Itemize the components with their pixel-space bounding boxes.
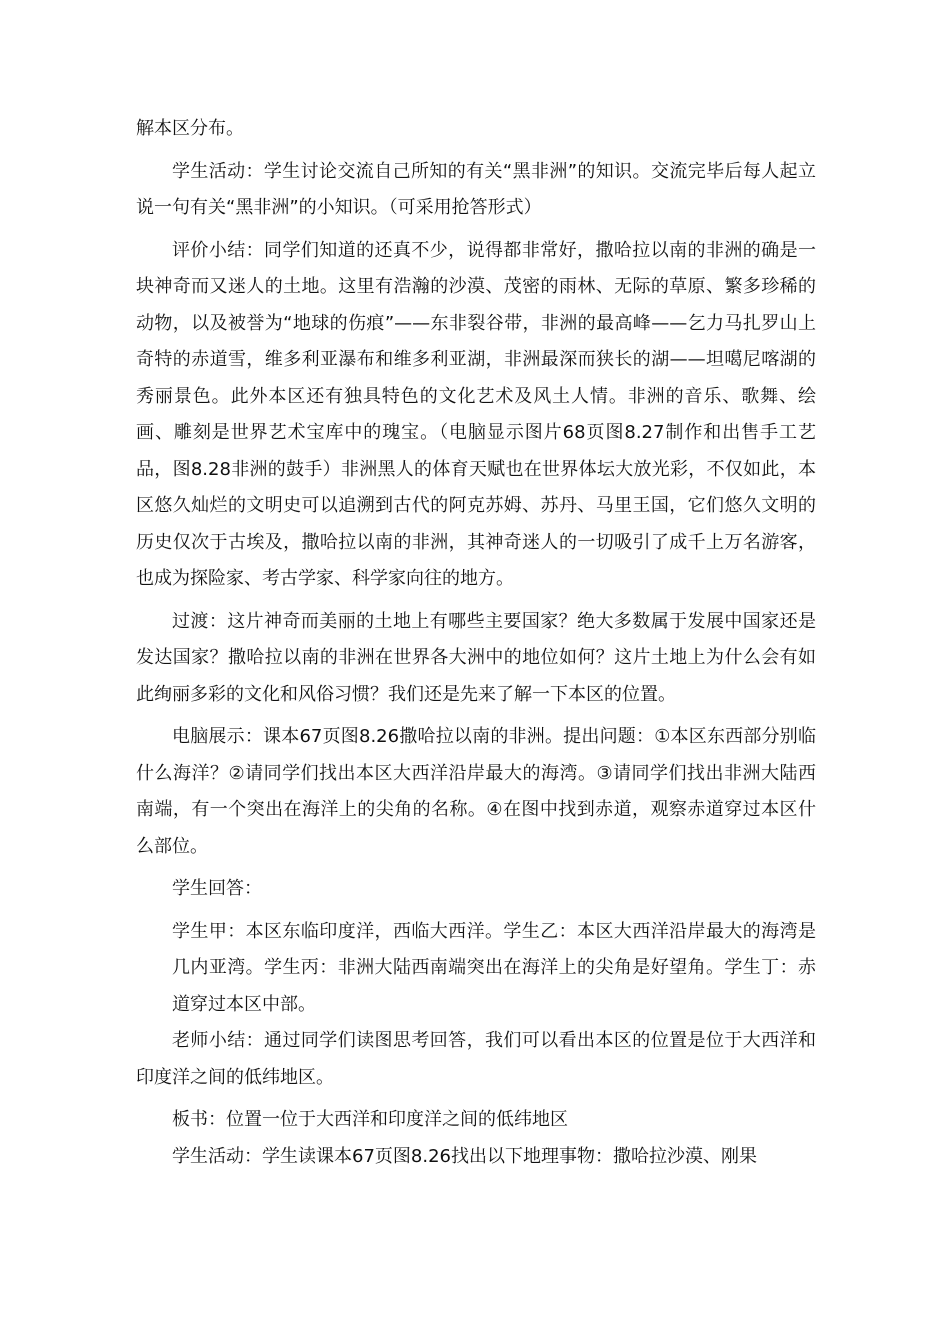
document-body	[136, 111, 816, 1175]
paragraph-evaluation-summary: 评价小结：同学们知道的还真不少，说得都非常好，撒哈拉以南的非洲的确是一块神奇而又迷人的土地。这里有浩瀚的沙漠、茂密的雨林、无际的草原、繁多珍稀的动物，以及被誉为“地球的伤痕”——东非裂谷带，非洲的最高峰——乞力马扎罗山上奇特的赤道雪，维多利亚瀑布和维多利亚湖，非洲最深而狭长的湖——坦噶尼喀湖的秀丽景色。此外本区还有独具特色的文化艺术及风土人情。非洲的音乐、歌舞、绘画、雕刻是世界艺术宝库中的瑰宝。（电脑显示图片68页图8.27制作和出售手工艺品，图8.28非洲的鼓手）非洲黑人的体育天赋也在世界体坛大放光彩，不仅如此，本区悠久灿烂的文明史可以追溯到古代的阿克苏姆、苏丹、马里王国，它们悠久文明的历史仅次于古埃及，撒哈拉以南的非洲，其神奇迷人的一切吸引了成千上万名游客，也成为探险家、考古学家、科学家向往的地方。	[136, 239, 816, 589]
paragraph-student-answers: 学生甲：本区东临印度洋，西临大西洋。学生乙：本区大西洋沿岸最大的海湾是几内亚湾。学生丙：非洲大陆西南端突出在海洋上的尖角是好望角。学生丁：赤道穿过本区中部。	[172, 920, 816, 1015]
paragraph-student-answer-heading: 学生回答：	[172, 878, 262, 899]
paragraph-teacher-summary: 老师小结：通过同学们读图思考回答，我们可以看出本区的位置是位于大西洋和印度洋之间的低纬地区。	[136, 1030, 816, 1088]
paragraph-distribution: 解本区分布。	[136, 118, 244, 139]
paragraph-board-writing: 板书：位置一位于大西洋和印度洋之间的低纬地区	[172, 1109, 568, 1130]
paragraph-computer-display: 电脑展示：课本67页图8.26撒哈拉以南的非洲。提出问题：①本区东西部分别临什么海洋？②请同学们找出本区大西洋沿岸最大的海湾。③请同学们找出非洲大陆西南端，有一个突出在海洋上的尖角的名称。④在图中找到赤道，观察赤道穿过本区什么部位。	[136, 726, 816, 857]
paragraph-transition: 过渡：这片神奇而美丽的土地上有哪些主要国家？绝大多数属于发展中国家还是发达国家？撒哈拉以南的非洲在世界各大洲中的地位如何？这片土地上为什么会有如此绚丽多彩的文化和风俗习惯？我们还是先来了解一下本区的位置。	[136, 610, 816, 705]
paragraph-student-activity-2: 学生活动：学生读课本67页图8.26找出以下地理事物：撒哈拉沙漠、刚果	[172, 1145, 757, 1167]
paragraph-student-activity-1: 学生活动：学生讨论交流自己所知的有关“黑非洲”的知识。交流完毕后每人起立说一句有关“黑非洲”的小知识。（可采用抢答形式）	[136, 160, 816, 218]
